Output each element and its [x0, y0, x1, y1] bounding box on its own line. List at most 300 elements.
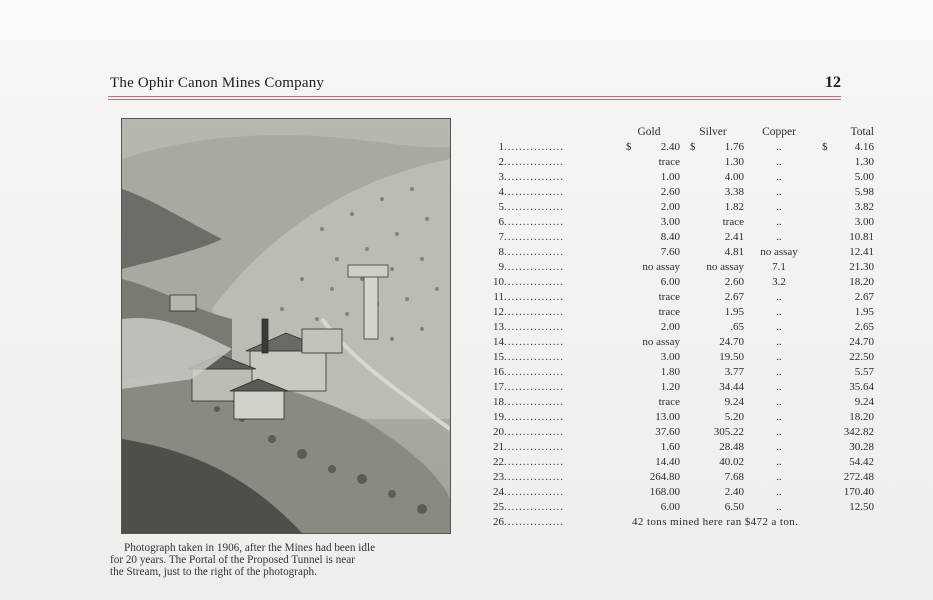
- row-number: 7: [498, 230, 504, 243]
- row-number: 6: [498, 215, 504, 228]
- copper-cell: [744, 304, 814, 319]
- silver-value: no assay: [706, 260, 744, 273]
- row-leader-dots: ................: [504, 140, 564, 153]
- total-value: 1.30: [854, 155, 874, 168]
- row-number: 17: [493, 380, 504, 393]
- copper-cell: [744, 439, 814, 454]
- copper-value: ..: [776, 170, 782, 183]
- silver-value: 28.48: [719, 440, 744, 453]
- row-leader-dots: ................: [504, 305, 564, 318]
- total-value: 22.50: [849, 350, 874, 363]
- row-leader-dots: ................: [504, 200, 564, 213]
- gold-cell: [618, 214, 682, 229]
- table-header-row: [488, 124, 874, 139]
- table-row: [488, 394, 874, 409]
- page-number: 12: [825, 74, 841, 91]
- row-label: [488, 469, 618, 484]
- gold-value: 37.60: [655, 425, 680, 438]
- total-value: 1.95: [854, 305, 874, 318]
- gold-value: 168.00: [649, 485, 680, 498]
- gold-cell: [618, 409, 682, 424]
- total-cell: [814, 184, 874, 199]
- assay-results-table: [488, 124, 874, 529]
- silver-value: 34.44: [719, 380, 744, 393]
- silver-value: 1.82: [724, 200, 744, 213]
- silver-value: 24.70: [719, 335, 744, 348]
- total-value: 342.82: [843, 425, 874, 438]
- silver-value: 2.60: [724, 275, 744, 288]
- table-row: [488, 214, 874, 229]
- table-row: [488, 454, 874, 469]
- silver-cell: [682, 214, 744, 229]
- copper-cell: [744, 139, 814, 154]
- total-value: 5.57: [854, 365, 874, 378]
- total-cell: [814, 349, 874, 364]
- copper-cell: [744, 214, 814, 229]
- total-cell: [814, 244, 874, 259]
- row-number: 21: [493, 440, 504, 453]
- column-header-gold: Gold: [637, 125, 661, 138]
- row-label: [488, 454, 618, 469]
- gold-value: 2.00: [660, 320, 680, 333]
- copper-value: ..: [776, 155, 782, 168]
- row-leader-dots: ................: [504, 410, 564, 423]
- row-leader-dots: ................: [504, 470, 564, 483]
- total-value: 12.50: [849, 500, 874, 513]
- row-label: [488, 379, 618, 394]
- mine-photograph-illustration: [122, 119, 450, 533]
- copper-cell: [744, 244, 814, 259]
- row-number: 24: [493, 485, 504, 498]
- row-leader-dots: ................: [504, 215, 564, 228]
- gold-cell: [618, 274, 682, 289]
- gold-cell: [618, 229, 682, 244]
- table-row: [488, 199, 874, 214]
- currency-sign: $: [822, 140, 828, 153]
- table-row: [488, 424, 874, 439]
- silver-value: 40.02: [719, 455, 744, 468]
- gold-cell: [618, 334, 682, 349]
- row-label: [488, 259, 618, 274]
- copper-value: ..: [776, 485, 782, 498]
- row-leader-dots: ................: [504, 275, 564, 288]
- copper-cell: [744, 274, 814, 289]
- copper-value: ..: [776, 350, 782, 363]
- gold-cell: [618, 424, 682, 439]
- total-value: 9.24: [854, 395, 874, 408]
- gold-cell: [618, 289, 682, 304]
- copper-value: ..: [776, 320, 782, 333]
- silver-cell: [682, 334, 744, 349]
- table-row: [488, 244, 874, 259]
- silver-value: 3.38: [724, 185, 744, 198]
- silver-value: 3.77: [724, 365, 744, 378]
- silver-value: .65: [730, 320, 744, 333]
- gold-value: 1.00: [660, 170, 680, 183]
- total-cell: [814, 424, 874, 439]
- row-leader-dots: ................: [504, 185, 564, 198]
- total-cell: [814, 229, 874, 244]
- row-label: [488, 244, 618, 259]
- copper-value: ..: [776, 500, 782, 513]
- silver-value: trace: [722, 215, 744, 228]
- total-value: 170.40: [843, 485, 874, 498]
- gold-value: 6.00: [660, 275, 680, 288]
- copper-cell: [744, 454, 814, 469]
- row-label: [488, 214, 618, 229]
- total-value: 10.81: [849, 230, 874, 243]
- caption-line: the Stream, just to the right of the photograph.: [110, 566, 317, 578]
- total-value: 24.70: [849, 335, 874, 348]
- row-leader-dots: ................: [504, 320, 564, 333]
- copper-cell: [744, 484, 814, 499]
- silver-value: 1.95: [724, 305, 744, 318]
- copper-value: ..: [776, 365, 782, 378]
- gold-cell: [618, 199, 682, 214]
- page-top-margin: [0, 0, 933, 40]
- row-label: [488, 424, 618, 439]
- row-number: 15: [493, 350, 504, 363]
- copper-value: ..: [776, 470, 782, 483]
- gold-cell: [618, 154, 682, 169]
- table-row: [488, 229, 874, 244]
- row-number: 9: [498, 260, 504, 273]
- gold-cell: [618, 139, 682, 154]
- total-cell: [814, 439, 874, 454]
- total-value: 4.16: [854, 140, 874, 153]
- total-value: 3.00: [854, 215, 874, 228]
- row-leader-dots: ................: [504, 425, 564, 438]
- table-row: [488, 469, 874, 484]
- total-cell: [814, 409, 874, 424]
- gold-cell: [618, 484, 682, 499]
- row-label: [488, 229, 618, 244]
- total-cell: [814, 469, 874, 484]
- gold-value: 14.40: [655, 455, 680, 468]
- total-value: 2.67: [854, 290, 874, 303]
- gold-cell: [618, 244, 682, 259]
- copper-value: 7.1: [772, 260, 786, 273]
- copper-cell: [744, 169, 814, 184]
- total-cell: [814, 274, 874, 289]
- table-row: [488, 289, 874, 304]
- copper-value: ..: [776, 440, 782, 453]
- gold-value: 264.80: [649, 470, 680, 483]
- copper-value: no assay: [760, 245, 798, 258]
- copper-value: ..: [776, 410, 782, 423]
- copper-value: ..: [776, 395, 782, 408]
- row-label: [488, 364, 618, 379]
- silver-cell: [682, 439, 744, 454]
- copper-value: ..: [776, 140, 782, 153]
- total-cell: [814, 319, 874, 334]
- total-value: 54.42: [849, 455, 874, 468]
- silver-value: 7.68: [724, 470, 744, 483]
- silver-cell: [682, 349, 744, 364]
- total-value: 272.48: [843, 470, 874, 483]
- silver-cell: [682, 364, 744, 379]
- caption-line: Photograph taken in 1906, after the Mines had been idle: [124, 542, 376, 554]
- row-label: [488, 199, 618, 214]
- row-number: 12: [493, 305, 504, 318]
- copper-cell: [744, 289, 814, 304]
- row-leader-dots: ................: [504, 260, 564, 273]
- gold-value: trace: [658, 305, 680, 318]
- gold-cell: [618, 319, 682, 334]
- gold-value: 13.00: [655, 410, 680, 423]
- row-leader-dots: ................: [504, 350, 564, 363]
- silver-cell: [682, 274, 744, 289]
- total-value: 3.82: [854, 200, 874, 213]
- total-cell: [814, 379, 874, 394]
- table-row: [488, 139, 874, 154]
- row-leader-dots: ................: [504, 455, 564, 468]
- silver-value: 6.50: [724, 500, 744, 513]
- photo-caption: [110, 542, 470, 578]
- row-label: [488, 154, 618, 169]
- row-number: 14: [493, 335, 504, 348]
- gold-cell: [618, 349, 682, 364]
- table-row: [488, 169, 874, 184]
- table-row: [488, 499, 874, 514]
- gold-cell: [618, 184, 682, 199]
- silver-value: 305.22: [713, 425, 744, 438]
- silver-cell: [682, 484, 744, 499]
- header-rule-bottom: [108, 99, 841, 100]
- row-label: [488, 394, 618, 409]
- total-value: 30.28: [849, 440, 874, 453]
- total-cell: [814, 169, 874, 184]
- row-number: 3: [498, 170, 504, 183]
- copper-cell: [744, 469, 814, 484]
- row-number: 8: [498, 245, 504, 258]
- total-cell: [814, 199, 874, 214]
- copper-cell: [744, 259, 814, 274]
- row-leader-dots: ................: [504, 290, 564, 303]
- row-number: 5: [498, 200, 504, 213]
- row-leader-dots: ................: [504, 170, 564, 183]
- copper-cell: [744, 364, 814, 379]
- table-row: [488, 304, 874, 319]
- gold-value: 6.00: [660, 500, 680, 513]
- mine-photograph: [121, 118, 451, 534]
- silver-cell: [682, 454, 744, 469]
- copper-value: ..: [776, 305, 782, 318]
- total-cell: [814, 364, 874, 379]
- table-row-note: [488, 514, 874, 529]
- row-label: [488, 139, 618, 154]
- total-cell: [814, 259, 874, 274]
- row-number: 4: [498, 185, 504, 198]
- silver-cell: [682, 229, 744, 244]
- silver-value: 1.30: [724, 155, 744, 168]
- table-row: [488, 334, 874, 349]
- total-cell: [814, 289, 874, 304]
- gold-value: no assay: [642, 260, 680, 273]
- silver-cell: [682, 139, 744, 154]
- gold-cell: [618, 469, 682, 484]
- gold-value: 1.80: [660, 365, 680, 378]
- silver-cell: [682, 289, 744, 304]
- row-number: 23: [493, 470, 504, 483]
- row-number: 11: [493, 290, 504, 303]
- column-header-total: Total: [850, 125, 874, 138]
- copper-value: 3.2: [772, 275, 786, 288]
- total-value: 12.41: [849, 245, 874, 258]
- silver-cell: [682, 394, 744, 409]
- gold-value: no assay: [642, 335, 680, 348]
- silver-cell: [682, 409, 744, 424]
- row-leader-dots: ................: [504, 500, 564, 513]
- row-leader-dots: ................: [504, 245, 564, 258]
- row-leader-dots: ................: [504, 155, 564, 168]
- row-label: [488, 439, 618, 454]
- row-leader-dots: ................: [504, 365, 564, 378]
- row-number: 2: [498, 155, 504, 168]
- row-leader-dots: ................: [504, 335, 564, 348]
- row-label: [488, 289, 618, 304]
- copper-cell: [744, 334, 814, 349]
- row-label: [488, 409, 618, 424]
- silver-cell: [682, 379, 744, 394]
- silver-value: 5.20: [724, 410, 744, 423]
- row-leader-dots: ................: [504, 230, 564, 243]
- copper-value: ..: [776, 215, 782, 228]
- row-number: 13: [493, 320, 504, 333]
- table-row: [488, 484, 874, 499]
- row-leader-dots: ................: [504, 440, 564, 453]
- gold-cell: [618, 439, 682, 454]
- running-header-title: The Ophir Canon Mines Company: [110, 75, 325, 91]
- total-cell: [814, 154, 874, 169]
- table-row: [488, 154, 874, 169]
- gold-cell: [618, 379, 682, 394]
- copper-cell: [744, 229, 814, 244]
- currency-sign: $: [626, 140, 632, 153]
- gold-cell: [618, 259, 682, 274]
- table-row: [488, 319, 874, 334]
- gold-cell: [618, 304, 682, 319]
- row-leader-dots: ................: [504, 395, 564, 408]
- gold-value: 2.40: [660, 140, 680, 153]
- total-cell: [814, 499, 874, 514]
- row-label: [488, 334, 618, 349]
- row-number: 25: [493, 500, 504, 513]
- table-row: [488, 379, 874, 394]
- copper-cell: [744, 409, 814, 424]
- silver-cell: [682, 169, 744, 184]
- silver-value: 1.76: [724, 140, 744, 153]
- copper-cell: [744, 199, 814, 214]
- column-header-sample: [488, 124, 618, 139]
- row-number: 10: [493, 275, 504, 288]
- copper-cell: [744, 394, 814, 409]
- silver-value: 4.81: [724, 245, 744, 258]
- table-row: [488, 409, 874, 424]
- copper-value: ..: [776, 230, 782, 243]
- row-number: 22: [493, 455, 504, 468]
- column-header-silver: Silver: [699, 125, 727, 138]
- gold-cell: [618, 169, 682, 184]
- gold-cell: [618, 499, 682, 514]
- row-label: [488, 514, 618, 529]
- copper-value: ..: [776, 425, 782, 438]
- total-value: 5.00: [854, 170, 874, 183]
- silver-value: 2.40: [724, 485, 744, 498]
- gold-value: 2.00: [660, 200, 680, 213]
- row-number: 19: [493, 410, 504, 423]
- silver-cell: [682, 469, 744, 484]
- row-number: 26: [493, 515, 504, 528]
- copper-cell: [744, 319, 814, 334]
- copper-value: ..: [776, 200, 782, 213]
- total-value: 5.98: [854, 185, 874, 198]
- row-number: 1: [498, 140, 504, 153]
- copper-value: ..: [776, 335, 782, 348]
- table-row: [488, 259, 874, 274]
- total-value: 2.65: [854, 320, 874, 333]
- total-cell: [814, 394, 874, 409]
- row-label: [488, 304, 618, 319]
- total-value: 18.20: [849, 275, 874, 288]
- row-leader-dots: ................: [504, 515, 564, 528]
- silver-cell: [682, 304, 744, 319]
- table-row: [488, 439, 874, 454]
- silver-value: 2.67: [724, 290, 744, 303]
- silver-cell: [682, 259, 744, 274]
- copper-cell: [744, 424, 814, 439]
- copper-value: ..: [776, 380, 782, 393]
- gold-cell: [618, 454, 682, 469]
- caption-line: for 20 years. The Portal of the Proposed Tunnel is near: [110, 554, 355, 566]
- table-row: [488, 274, 874, 289]
- silver-cell: [682, 199, 744, 214]
- copper-value: ..: [776, 185, 782, 198]
- total-value: 21.30: [849, 260, 874, 273]
- table-row: [488, 364, 874, 379]
- gold-value: 7.60: [660, 245, 680, 258]
- silver-cell: [682, 319, 744, 334]
- gold-value: trace: [658, 155, 680, 168]
- row-label: [488, 499, 618, 514]
- silver-cell: [682, 184, 744, 199]
- row-number: 18: [493, 395, 504, 408]
- table-row: [488, 349, 874, 364]
- header-rule-top: [108, 96, 841, 97]
- row-leader-dots: ................: [504, 485, 564, 498]
- copper-cell: [744, 349, 814, 364]
- silver-cell: [682, 154, 744, 169]
- total-cell: [814, 454, 874, 469]
- row-label: [488, 484, 618, 499]
- silver-cell: [682, 244, 744, 259]
- gold-cell: [618, 394, 682, 409]
- tonnage-note: 42 tons mined here ran $472 a ton.: [632, 515, 799, 528]
- copper-value: ..: [776, 455, 782, 468]
- silver-value: 9.24: [724, 395, 744, 408]
- currency-sign: $: [690, 140, 696, 153]
- total-value: 18.20: [849, 410, 874, 423]
- silver-cell: [682, 424, 744, 439]
- silver-value: 4.00: [724, 170, 744, 183]
- column-header-copper: Copper: [762, 125, 796, 138]
- copper-cell: [744, 499, 814, 514]
- total-cell: [814, 334, 874, 349]
- row-number: 20: [493, 425, 504, 438]
- gold-value: 8.40: [660, 230, 680, 243]
- gold-value: trace: [658, 395, 680, 408]
- total-cell: [814, 139, 874, 154]
